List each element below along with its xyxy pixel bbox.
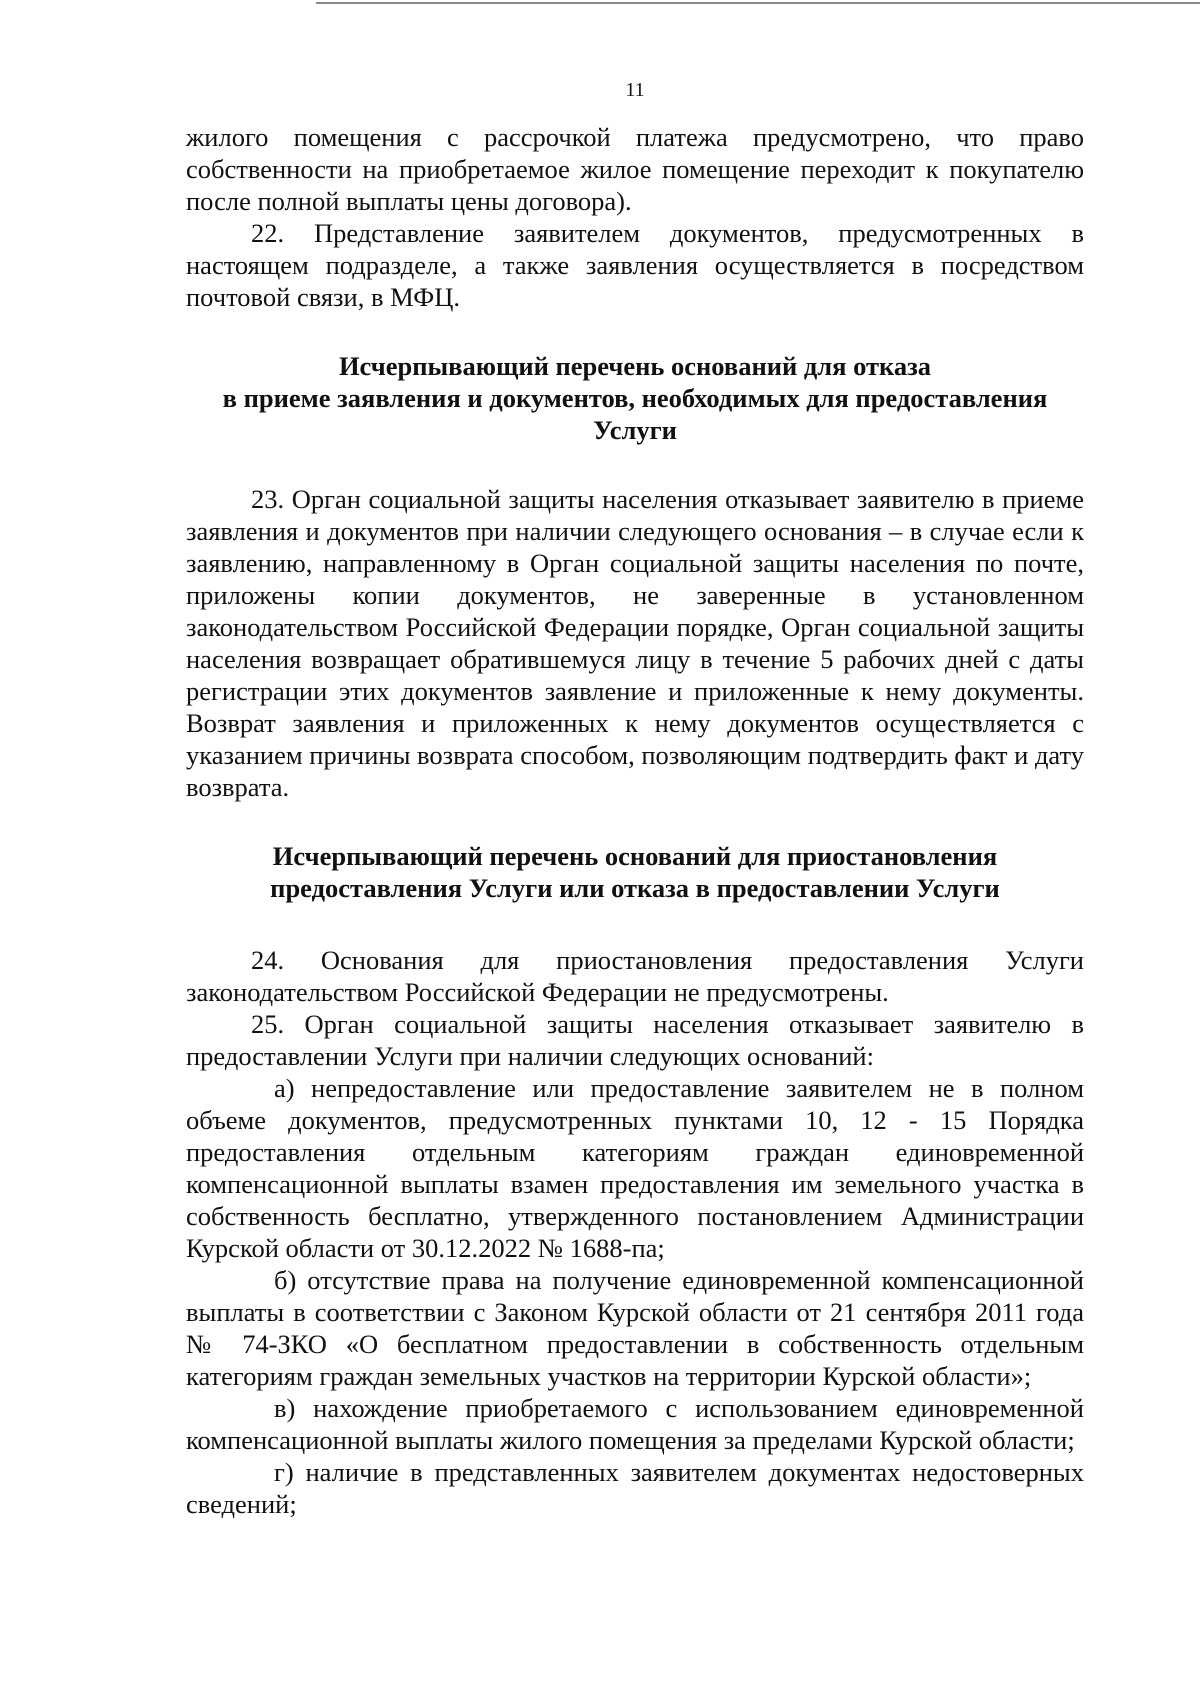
- section-heading-refusal-reception: [186, 350, 1084, 446]
- page-number: 11: [625, 79, 645, 101]
- paragraph-25: 25. Орган социальной защиты населения отказывает заявителю в предоставлении Услуги при наличии следующих оснований:: [186, 1009, 1084, 1071]
- list-item-g: г) наличие в представленных заявителем документах недостоверных сведений;: [186, 1457, 1084, 1519]
- paragraph-24: 24. Основания для приостановления предоставления Услуги законодательством Российской Федерации не предусмотрены.: [186, 945, 1084, 1007]
- paragraph-continuation: жилого помещения с рассрочкой платежа предусмотрено, что право собственности на приобретаемое жилое помещение переходит к покупателю после полной выплаты цены договора).: [186, 122, 1084, 216]
- heading-line: Исчерпывающий перечень оснований для отказа: [338, 351, 932, 381]
- heading-line: Исчерпывающий перечень оснований для приостановления: [272, 841, 998, 871]
- paragraph-23: 23. Орган социальной защиты населения отказывает заявителю в приеме заявления и документов при наличии следующего основания – в случае если к заявлению, направленному в Орган социальной защиты населения по почте, приложены копии документов, не заверенные в установленном законодательством Российской Федерации порядке, Орган социальной защиты населения возвращает обратившемуся лицу в течение 5 рабочих дней с даты регистрации этих документов заявление и приложенные к нему документы. Возврат заявления и приложенных к нему документов осуществляется с указанием причины возврата способом, позволяющим подтвердить факт и дату возврата.: [186, 484, 1084, 802]
- list-item-b: б) отсутствие права на получение единовременной компенсационной выплаты в соответствии с Законом Курской области от 21 сентября 2011 года № 74-ЗКО «О бесплатном предоставлении в собственность отдельным категориям граждан земельных участков на территории Курской области»;: [186, 1265, 1084, 1391]
- heading-line: Услуги: [593, 415, 677, 445]
- document-page: [186, 78, 1084, 1520]
- heading-line: предоставления Услуги или отказа в предоставлении Услуги: [270, 873, 1000, 903]
- list-item-v: в) нахождение приобретаемого с использованием единовременной компенсационной выплаты жилого помещения за пределами Курской области;: [186, 1393, 1084, 1455]
- section-heading-suspension-refusal: [186, 840, 1084, 904]
- paragraph-22: 22. Представление заявителем документов, предусмотренных в настоящем подразделе, а также заявления осуществляется в посредством почтовой связи, в МФЦ.: [186, 218, 1084, 312]
- list-item-a: а) непредоставление или предоставление заявителем не в полном объеме документов, предусмотренных пунктами 10, 12 - 15 Порядка предоставления отдельным категориям граждан единовременной компенсационной выплаты взамен предоставления им земельного участка в собственность бесплатно, утвержденного постановлением Администрации Курской области от 30.12.2022 № 1688-па;: [186, 1073, 1084, 1263]
- heading-line: в приеме заявления и документов, необходимых для предоставления: [222, 383, 1048, 413]
- scan-top-rule: [316, 2, 1200, 4]
